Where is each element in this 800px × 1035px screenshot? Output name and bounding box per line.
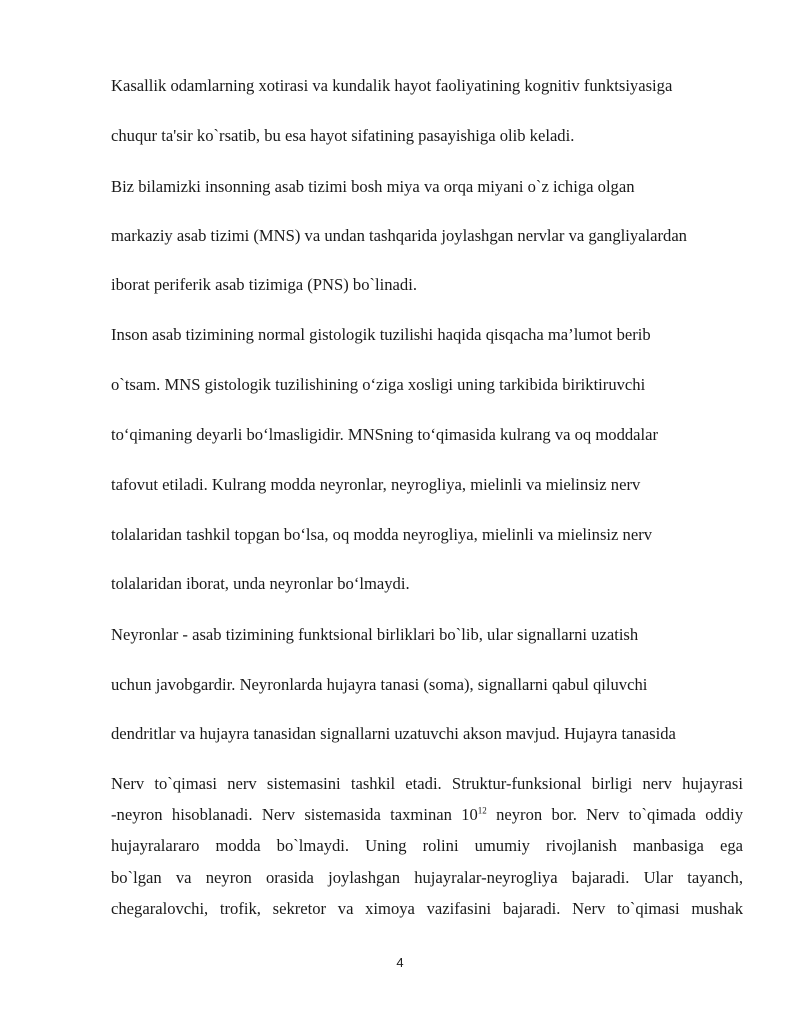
text-line: uchun javobgardir. Neyronlarda hujayra tanasi (soma), signallarni qabul qiluvchi xyxy=(111,675,648,694)
superscript-exponent: 12 xyxy=(477,805,487,816)
text-line: to‘qimaning deyarli bo‘lmasligidir. MNSning to‘qimasida kulrang va oq moddalar xyxy=(111,425,659,444)
text-line: bo`lgan va neyron orasida joylashgan hujayralar-neyrogliya bajaradi. Ular tayanch, xyxy=(111,868,743,887)
page-number: 4 xyxy=(396,955,404,970)
text-line: Neyronlar - asab tizimining funktsional birliklari bo`lib, ular signallarni uzatish xyxy=(111,625,639,644)
text-line: dendritlar va hujayra tanasidan signallarni uzatuvchi akson mavjud. Hujayra tanasida xyxy=(111,724,676,743)
text-segment: neyron bor. Nerv to`qimada oddiy xyxy=(486,805,743,824)
text-line: Inson asab tizimining normal gistologik tuzilishi haqida qisqacha ma’lumot berib xyxy=(111,325,651,344)
text-line: markaziy asab tizimi (MNS) va undan tashqarida joylashgan nervlar va gangliyalardan xyxy=(111,226,687,245)
text-line: iborat periferik asab tizimiga (PNS) bo`linadi. xyxy=(111,275,417,294)
text-line: Nerv to`qimasi nerv sistemasini tashkil etadi. Struktur-funksional birligi nerv hujayrasi xyxy=(111,774,743,793)
text-line: chuqur ta'sir ko`rsatib, bu esa hayot sifatining pasayishiga olib keladi. xyxy=(111,126,575,145)
text-segment: -neyron hisoblanadi. Nerv sistemasida taxminan 10 xyxy=(111,805,478,824)
text-line: Biz bilamizki insonning asab tizimi bosh miya va orqa miyani o`z ichiga olgan xyxy=(111,177,635,196)
text-line: Kasallik odamlarning xotirasi va kundalik hayot faoliyatining kognitiv funktsiyasiga xyxy=(111,76,673,95)
text-line: o`tsam. MNS gistologik tuzilishining o‘ziga xosligi uning tarkibida biriktiruvchi xyxy=(111,375,646,394)
text-line: tolalaridan tashkil topgan bo‘lsa, oq modda neyrogliya, mielinli va mielinsiz nerv xyxy=(111,525,653,544)
text-line: tafovut etiladi. Kulrang modda neyronlar, neyrogliya, mielinli va mielinsiz nerv xyxy=(111,475,641,494)
text-line xyxy=(111,805,743,825)
text-line: chegaralovchi, trofik, sekretor va ximoya vazifasini bajaradi. Nerv to`qimasi mushak xyxy=(111,899,743,918)
text-line: hujayralararo modda bo`lmaydi. Uning rolini umumiy rivojlanish manbasiga ega xyxy=(111,836,743,855)
text-line: tolalaridan iborat, unda neyronlar bo‘lmaydi. xyxy=(111,574,410,593)
